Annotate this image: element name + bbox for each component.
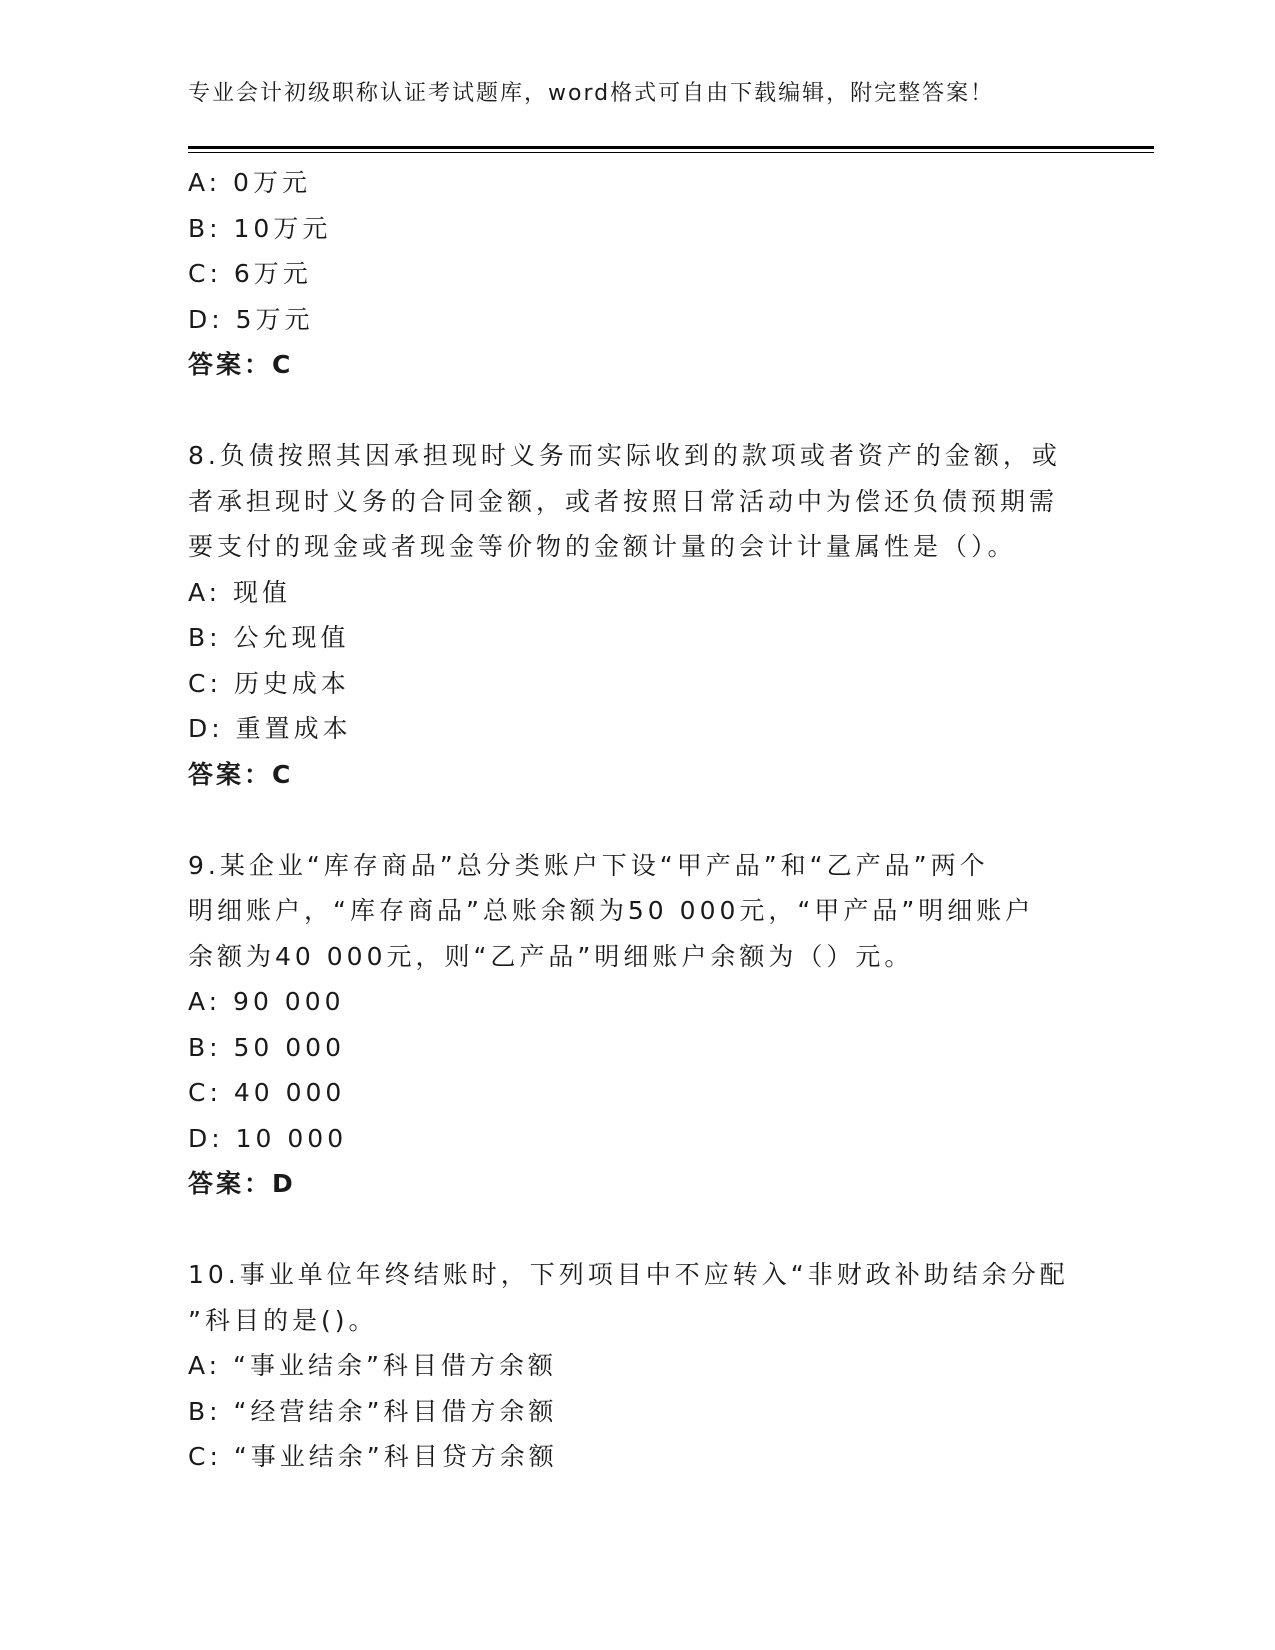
option-a: A: 90 000 bbox=[188, 987, 345, 1016]
answer: 答案：C bbox=[188, 759, 294, 789]
question-content bbox=[188, 160, 1088, 1480]
option-b: B: “经营结余”科目借方余额 bbox=[188, 1396, 558, 1426]
header-rule-thick bbox=[188, 146, 1154, 149]
option-b: B: 10万元 bbox=[188, 213, 332, 243]
option-a: A: “事业结余”科目借方余额 bbox=[188, 1351, 557, 1380]
answer: 答案：D bbox=[188, 1169, 296, 1198]
question-stem-line: 余额为40 000元，则“乙产品”明细账户余额为（）元。 bbox=[188, 941, 914, 971]
question-stem-line: 9.某企业“库存商品”总分类账户下设“甲产品”和“乙产品”两个 bbox=[188, 850, 989, 880]
question-stem-line: 8.负债按照其因承担现时义务而实际收到的款项或者资产的金额，或 bbox=[188, 441, 1061, 470]
option-d: D: 重置成本 bbox=[188, 714, 352, 743]
question-stem-line: 者承担现时义务的合同金额，或者按照日常活动中为偿还负债预期需 bbox=[188, 486, 1059, 516]
question-9 bbox=[188, 843, 1088, 1207]
option-d: D: 5万元 bbox=[188, 304, 314, 334]
option-c: C: 历史成本 bbox=[188, 668, 350, 698]
question-8 bbox=[188, 433, 1088, 797]
option-a: A: 0万元 bbox=[188, 168, 311, 197]
option-b: B: 公允现值 bbox=[188, 623, 350, 652]
question-stem-line: 10.事业单位年终结账时，下列项目中不应转入“非财政补助结余分配 bbox=[188, 1260, 1069, 1289]
answer: 答案：C bbox=[188, 350, 294, 379]
option-c: C: “事业结余”科目贷方余额 bbox=[188, 1442, 558, 1471]
spacer bbox=[188, 797, 1088, 843]
spacer bbox=[188, 1207, 1088, 1253]
question-stem-line: 要支付的现金或者现金等价物的金额计量的会计计量属性是（）。 bbox=[188, 532, 1017, 561]
page-header: 专业会计初级职称认证考试题库，word格式可自由下载编辑，附完整答案！ bbox=[188, 81, 995, 106]
option-b: B: 50 000 bbox=[188, 1032, 345, 1062]
question-7 bbox=[188, 160, 1088, 388]
header-rule-thin bbox=[188, 152, 1154, 153]
question-stem-line: 明细账户，“库存商品”总账余额为50 000元，“甲产品”明细账户 bbox=[188, 896, 1035, 925]
question-10 bbox=[188, 1252, 1088, 1480]
option-c: C: 6万元 bbox=[188, 259, 312, 288]
option-d: D: 10 000 bbox=[188, 1123, 348, 1153]
option-c: C: 40 000 bbox=[188, 1078, 346, 1107]
spacer bbox=[188, 388, 1088, 434]
question-stem-line: ”科目的是()。 bbox=[188, 1305, 378, 1335]
option-a: A: 现值 bbox=[188, 577, 292, 607]
